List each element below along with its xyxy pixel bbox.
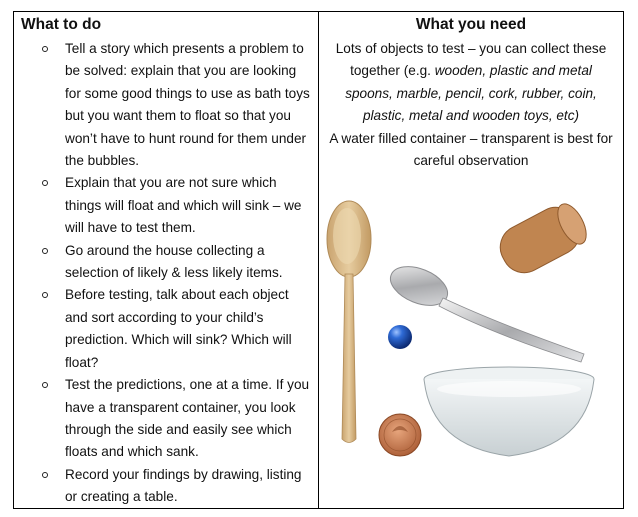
metal-spoon [385,259,584,362]
blue-marble [388,325,412,349]
bullet-icon [42,180,48,186]
wooden-spoon [327,201,371,443]
list-item: Explain that you are not sure which things will float and which will sink – we will have to test them. [21,172,310,239]
container-paragraph: A water filled container – transparent is best for careful observation [329,130,613,169]
materials-illustration [319,194,624,494]
penny-coin [379,414,421,456]
what-to-do-heading: What to do [21,16,102,33]
list-item: Tell a story which presents a problem to be solved: explain that you are looking for some good things to use as bath toys but you want them to float so that you won’t have to hunt round for them under the bubbles. [21,38,310,172]
what-you-need-column [319,12,623,508]
objects-paragraph: Lots of objects to test – you can collect these together (e.g. wooden, plastic and metal spoons, marble, pencil, cork, rubber, coin, plastic, metal and wooden toys, etc) [335,41,607,124]
list-item: Record your findings by drawing, listing or creating a table. [21,464,310,509]
bullet-icon [42,472,48,478]
bullet-icon [42,248,48,254]
cork [493,199,593,280]
glass-bowl [424,367,594,456]
what-you-need-heading: What you need [415,16,527,33]
list-item: Test the predictions, one at a time. If you have a transparent container, you look through the side and easily see which floats and which sank. [21,374,310,464]
bullet-icon [42,382,48,388]
objects-list: wooden, plastic and metal spoons, marble, pencil, cork, rubber, coin, plastic, metal and wooden toys, etc) [345,63,597,124]
bullet-icon [42,46,48,52]
activity-table [13,11,624,509]
list-item: Before testing, talk about each object and sort according to your child’s prediction. Which will sink? Which will float? [21,284,310,374]
list-item: Go around the house collecting a selection of likely & less likely items. [21,240,310,285]
steps-list [21,38,310,509]
bullet-icon [42,292,48,298]
what-to-do-column [14,12,319,508]
